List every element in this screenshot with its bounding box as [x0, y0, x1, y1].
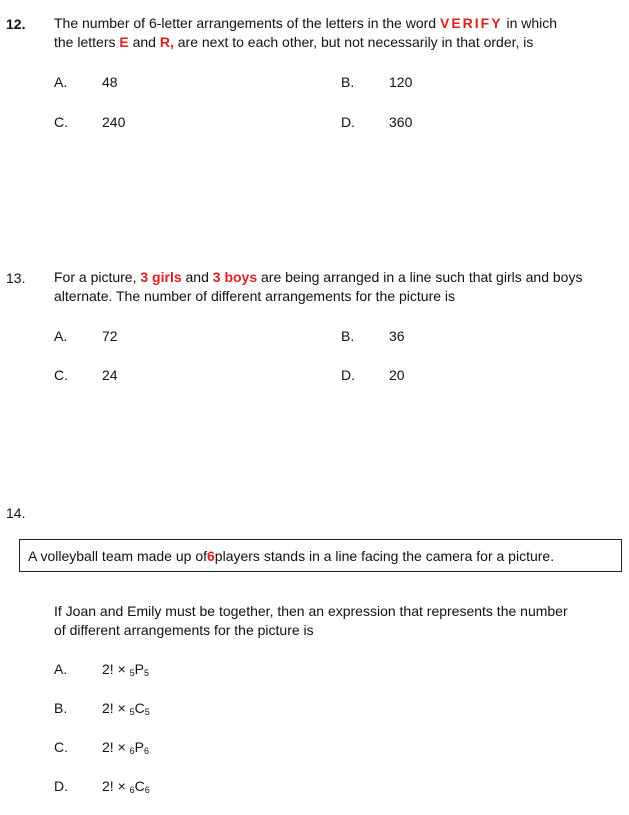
question-14-stem-line-2: of different arrangements for the picture is — [54, 622, 314, 638]
q14-option-c-label: C. — [54, 739, 68, 755]
q13-option-b-label: B. — [341, 328, 355, 344]
expr-coef: 2! × — [102, 661, 130, 677]
expr-coef: 2! × — [102, 700, 130, 716]
expr-op: C — [134, 778, 145, 794]
q14-option-b-label: B. — [54, 700, 68, 716]
question-13-stem-line-2: alternate. The number of different arrangements for the picture is — [54, 288, 456, 304]
highlight-word-verify: VERIFY — [439, 15, 503, 31]
q13-option-b-value: 36 — [389, 328, 405, 344]
expr-post-sub: 5 — [144, 707, 150, 717]
expr-post-sub: 6 — [144, 785, 150, 795]
box-text: players stands in a line facing the camera for a picture. — [214, 547, 555, 564]
q12-option-c-value: 240 — [102, 114, 126, 130]
q14-option-a-expression — [102, 661, 149, 678]
stem-text: are being arranged in a line such that girls and boys — [257, 269, 583, 285]
q12-option-a-value: 48 — [102, 74, 118, 90]
q13-option-a-value: 72 — [102, 328, 118, 344]
stem-text: The number of 6-letter arrangements of the letters in the word — [54, 15, 440, 31]
highlight-boys: 3 boys — [212, 269, 258, 285]
question-12-stem-line-2 — [54, 33, 624, 52]
question-14-stem-line-1: If Joan and Emily must be together, then an expression that represents the number — [54, 603, 568, 619]
question-14-number: 14. — [6, 505, 26, 521]
box-text: A volleyball team made up of — [28, 547, 207, 564]
q12-option-b-label: B. — [341, 74, 355, 90]
expr-pre-sub: 6 — [129, 785, 135, 795]
stem-text: and — [181, 269, 213, 285]
q13-option-c-value: 24 — [102, 367, 118, 383]
q14-option-c-expression — [102, 739, 149, 756]
expr-pre-sub: 5 — [129, 668, 135, 678]
expr-op: C — [134, 700, 145, 716]
q12-option-b-value: 120 — [389, 74, 413, 90]
stem-text: are next to each other, but not necessarily in that order, is — [173, 34, 534, 50]
q14-option-b-expression — [102, 700, 150, 717]
q14-option-a-label: A. — [54, 661, 68, 677]
highlight-girls: 3 girls — [140, 269, 182, 285]
q13-option-d-value: 20 — [389, 367, 405, 383]
question-12-stem — [54, 14, 624, 52]
stem-text: For a picture, — [54, 269, 141, 285]
question-14-context-box — [19, 539, 622, 572]
question-12-number: 12. — [6, 16, 26, 32]
expr-coef: 2! × — [102, 778, 130, 794]
q12-option-d-label: D. — [341, 114, 355, 130]
question-13-stem-line-1 — [54, 268, 624, 287]
expr-post-sub: 5 — [144, 668, 150, 678]
q14-option-d-label: D. — [54, 778, 68, 794]
question-13-number: 13. — [6, 270, 26, 286]
q13-option-c-label: C. — [54, 367, 68, 383]
expr-op: P — [134, 661, 144, 677]
q13-option-d-label: D. — [341, 367, 355, 383]
expr-pre-sub: 5 — [129, 707, 135, 717]
stem-text: in which — [502, 15, 558, 31]
q13-option-a-label: A. — [54, 328, 68, 344]
q14-option-d-expression — [102, 778, 150, 795]
highlight-letter-e: E — [119, 34, 129, 50]
expr-coef: 2! × — [102, 739, 130, 755]
q12-option-c-label: C. — [54, 114, 68, 130]
expr-op: P — [134, 739, 144, 755]
highlight-six: 6 — [207, 547, 215, 564]
question-13-stem — [54, 268, 624, 306]
question-12-stem-line-1 — [54, 14, 624, 33]
expr-pre-sub: 6 — [129, 746, 135, 756]
expr-post-sub: 6 — [144, 746, 150, 756]
q12-option-d-value: 360 — [389, 114, 413, 130]
stem-text: the letters — [54, 34, 120, 50]
question-14-stem — [54, 602, 624, 640]
q12-option-a-label: A. — [54, 74, 68, 90]
highlight-letter-r: R, — [159, 34, 174, 50]
stem-text: and — [128, 34, 160, 50]
